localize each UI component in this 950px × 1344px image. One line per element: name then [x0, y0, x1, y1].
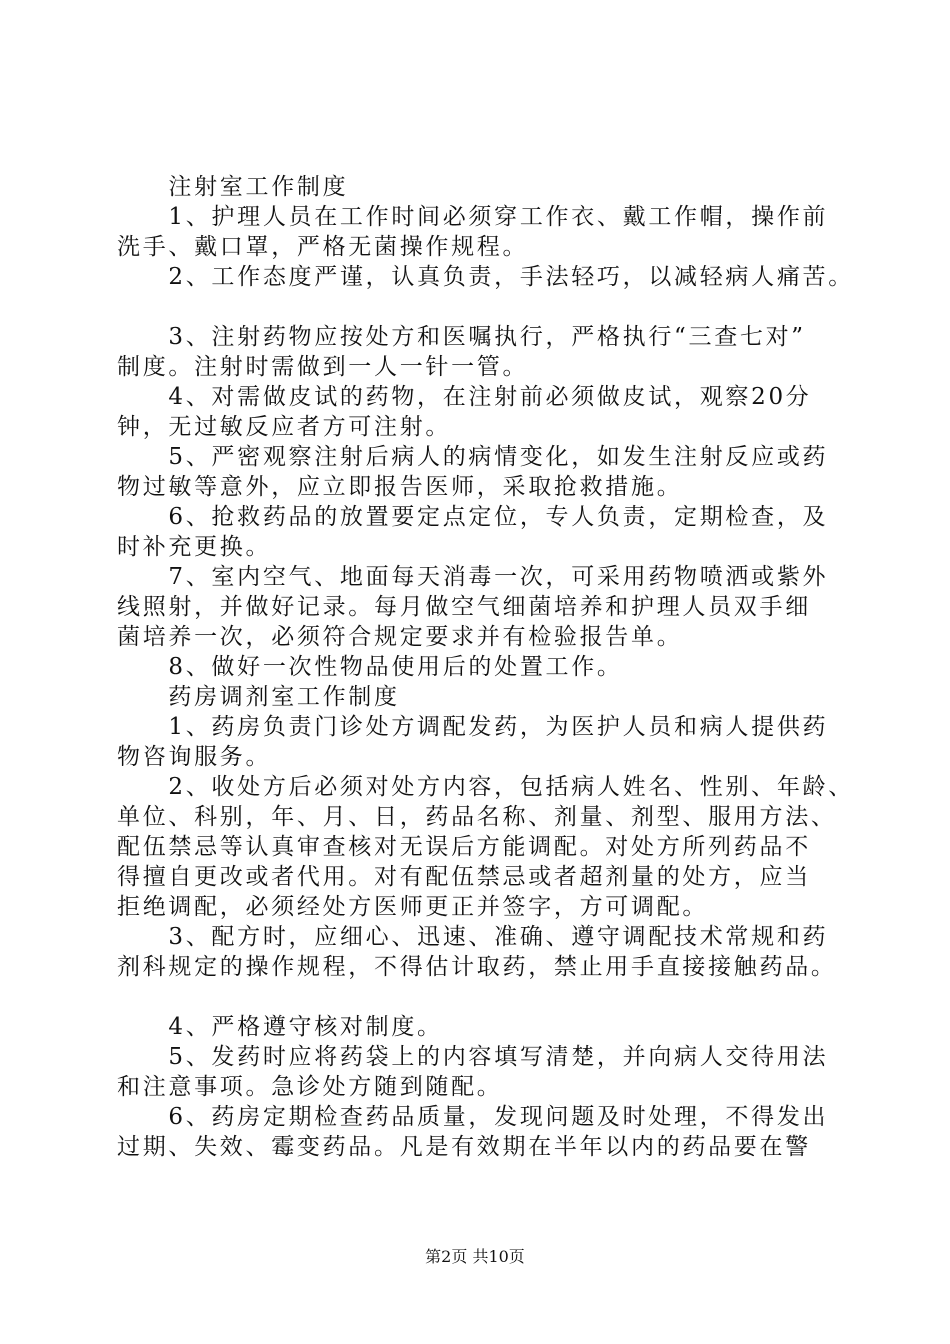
text-line: 1、护理人员在工作时间必须穿工作衣、戴工作帽，操作前: [117, 204, 829, 230]
document-body: [117, 172, 854, 1162]
text-line: 1、药房负责门诊处方调配发药，为医护人员和病人提供药: [117, 714, 829, 740]
text-line: 和注意事项。急诊处方随到随配。: [117, 1074, 503, 1100]
text-line: 过期、失效、霉变药品。凡是有效期在半年以内的药品要在警: [117, 1134, 811, 1160]
text-line: 注射室工作制度: [117, 174, 349, 200]
text-line: 物咨询服务。: [117, 744, 272, 770]
text-line: 配伍禁忌等认真审查核对无误后方能调配。对处方所列药品不: [117, 834, 811, 860]
text-line: 5、严密观察注射后病人的病情变化，如发生注射反应或药: [117, 444, 829, 470]
text-line: 2、工作态度严谨，认真负责，手法轻巧，以减轻病人痛苦。: [117, 264, 854, 290]
text-line: 钟，无过敏反应者方可注射。: [117, 414, 452, 440]
text-line: 物过敏等意外，应立即报告医师，采取抢救措施。: [117, 474, 683, 500]
text-line: 菌培养一次，必须符合规定要求并有检验报告单。: [117, 624, 683, 650]
text-line: 制度。注射时需做到一人一针一管。: [117, 354, 529, 380]
text-line: 拒绝调配，必须经处方医师更正并签字，方可调配。: [117, 894, 709, 920]
text-line: 洗手、戴口罩，严格无菌操作规程。: [117, 234, 529, 260]
text-line: 4、对需做皮试的药物，在注射前必须做皮试，观察20分: [117, 384, 812, 410]
text-line: 单位、科别，年、月、日，药品名称、剂量、剂型、服用方法、: [117, 804, 837, 830]
text-line: 6、抢救药品的放置要定点定位，专人负责，定期检查，及: [117, 504, 829, 530]
text-line: 线照射，并做好记录。每月做空气细菌培养和护理人员双手细: [117, 594, 811, 620]
text-line: 3、注射药物应按处方和医嘱执行，严格执行“三查七对”: [117, 324, 806, 350]
text-line: 得擅自更改或者代用。对有配伍禁忌或者超剂量的处方，应当: [117, 864, 811, 890]
text-line: 药房调剂室工作制度: [117, 684, 400, 710]
text-line: 8、做好一次性物品使用后的处置工作。: [117, 654, 623, 680]
text-line: 5、发药时应将药袋上的内容填写清楚，并向病人交待用法: [117, 1044, 829, 1070]
text-line: 时补充更换。: [117, 534, 272, 560]
text-line: 3、配方时，应细心、迅速、准确、遵守调配技术常规和药: [117, 924, 829, 950]
text-line: 7、室内空气、地面每天消毒一次，可采用药物喷洒或紫外: [117, 564, 829, 590]
text-line: 2、收处方后必须对处方内容，包括病人姓名、性别、年龄、: [117, 774, 854, 800]
text-line: 4、严格遵守核对制度。: [117, 1014, 443, 1040]
text-line: 剂科规定的操作规程，不得估计取药，禁止用手直接接触药品。: [117, 954, 837, 980]
blank-line: [117, 982, 837, 1012]
page-footer: 第2页 共10页: [425, 1247, 525, 1266]
blank-line: [117, 292, 837, 322]
text-line: 6、药房定期检查药品质量，发现问题及时处理，不得发出: [117, 1104, 829, 1130]
